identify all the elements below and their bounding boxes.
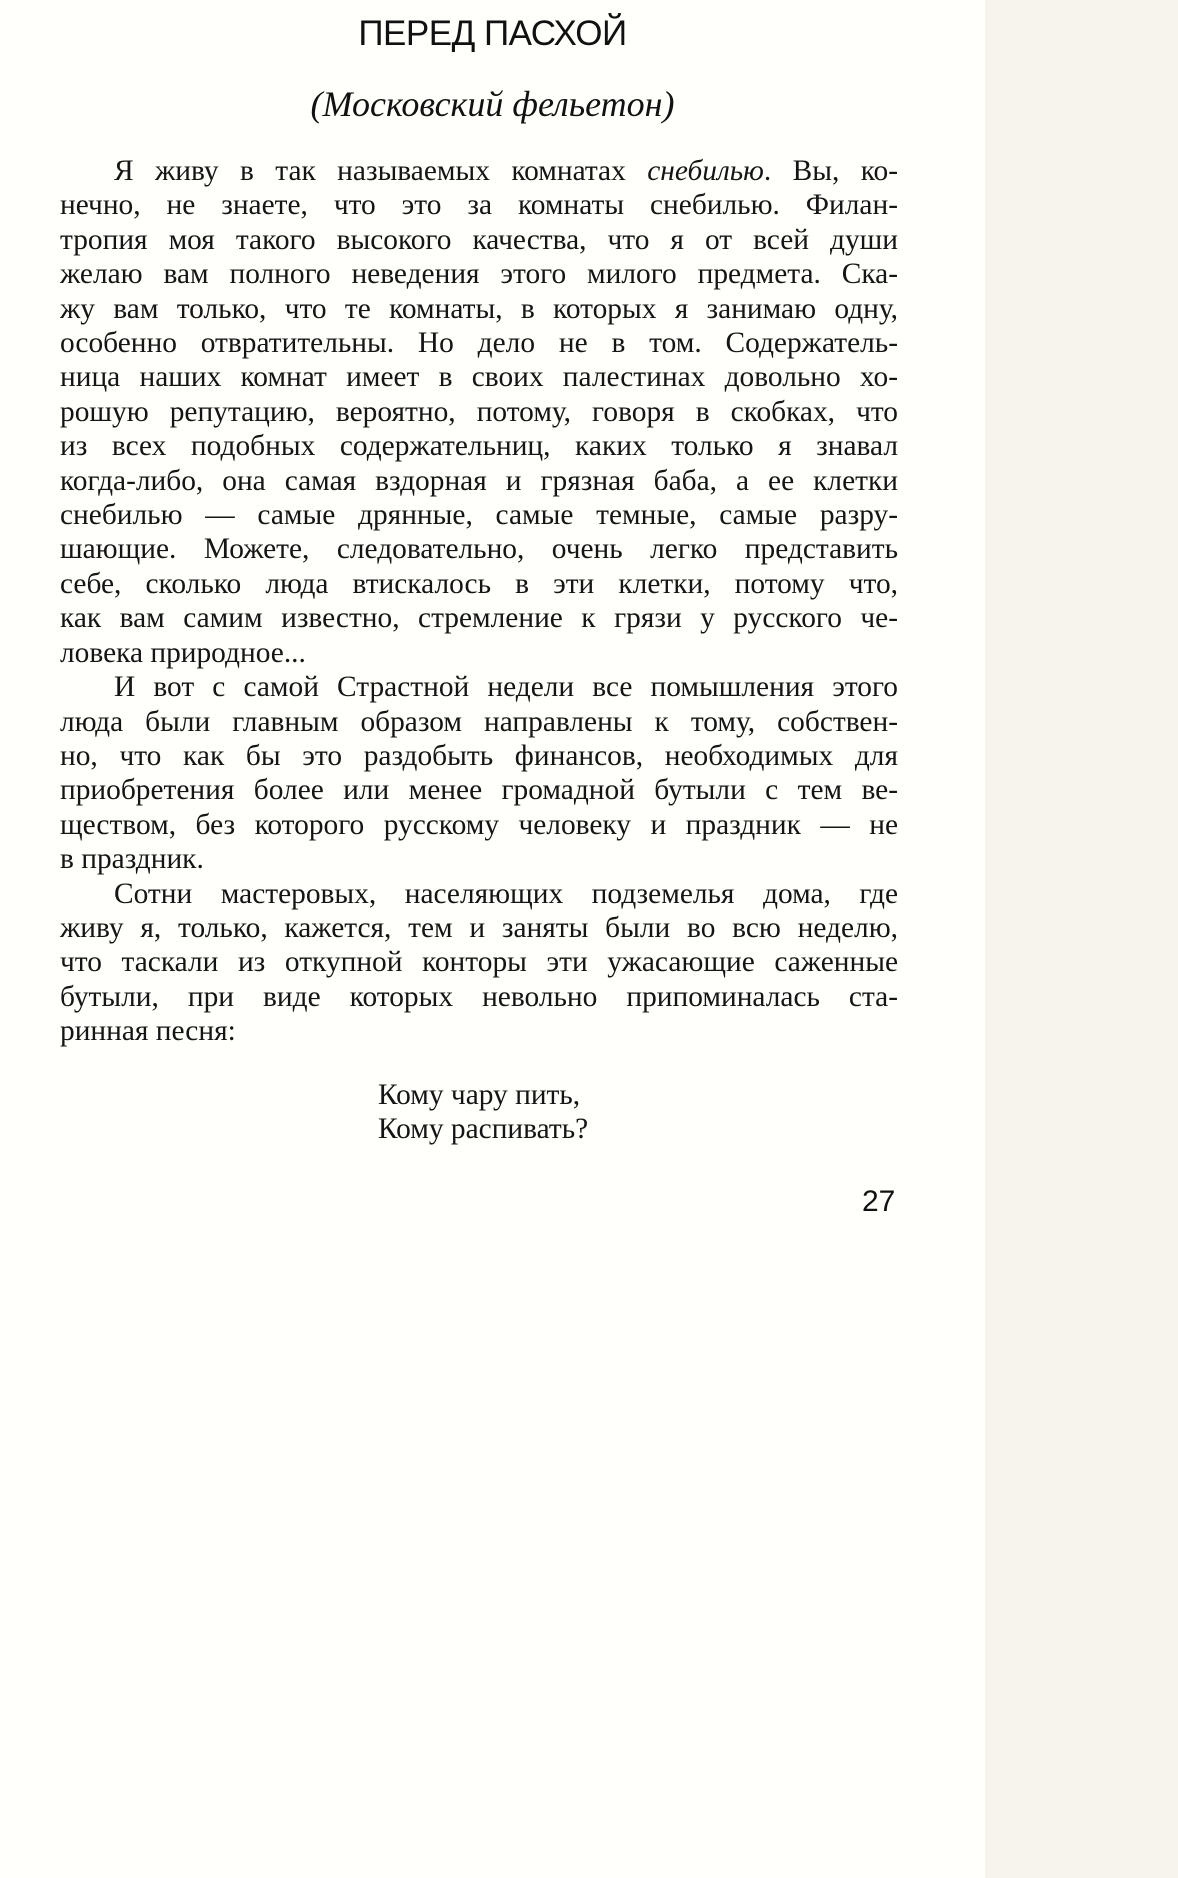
text-line: живу я, только, кажется, тем и заняты были во всю неделю,	[60, 911, 898, 944]
text-line: Я живу в так называемых комнатах снебилью. Вы, ко-	[114, 155, 898, 187]
verse	[378, 1078, 588, 1147]
paragraph	[60, 154, 898, 670]
text-line: желаю вам полного неведения этого милого предмета. Ска-	[60, 258, 898, 291]
text-line: из всех подобных содержательниц, каких только я знавал	[60, 430, 898, 463]
text-line: рошую репутацию, вероятно, потому, говоря в скобках, что	[60, 395, 898, 428]
page-title: ПЕРЕД ПАСХОЙ	[358, 14, 627, 53]
page-subtitle: (Московский фельетон)	[310, 84, 675, 124]
text-line: ринная песня:	[60, 1015, 236, 1048]
text-line: но, что как бы это раздобыть финансов, необходимых для	[60, 739, 898, 772]
italic-term: снебилью	[647, 155, 764, 187]
text-line: что таскали из откупной конторы эти ужасающие саженные	[60, 946, 898, 979]
text-line: жу вам только, что те комнаты, в которых я занимаю одну,	[60, 292, 898, 325]
text-line: Сотни мастеровых, населяющих подземелья дома, где	[114, 877, 898, 910]
text-line: шающие. Можете, следовательно, очень легко представить	[60, 533, 898, 566]
text-line: тропия моя такого высокого качества, что я от всей души	[60, 223, 898, 256]
paragraph	[60, 670, 898, 876]
text-line: в праздник.	[60, 843, 204, 876]
body-text	[60, 154, 898, 1049]
text-line: ница наших комнат имеет в своих палестинах довольно хо-	[60, 361, 898, 394]
verse-line: Кому распивать?	[378, 1113, 589, 1146]
text-line: нечно, не знаете, что это за комнаты снебилью. Филан-	[60, 189, 898, 222]
text-line: ществом, без которого русскому человеку и праздник — не	[60, 808, 898, 841]
text-line: ловека природное...	[60, 636, 306, 669]
text-line: когда-либо, она самая вздорная и грязная баба, а ее клетки	[60, 464, 898, 497]
text-line: как вам самим известно, стремление к грязи у русского че-	[60, 602, 898, 635]
page-number: 27	[862, 1185, 896, 1218]
verse-line: Кому чару пить,	[378, 1079, 581, 1111]
text-line: люда были главным образом направлены к тому, собствен-	[60, 705, 898, 738]
text-line: особенно отвратительны. Но дело не в том. Содержатель-	[60, 327, 898, 360]
paragraph	[60, 877, 898, 1049]
text-line: себе, сколько люда втискалось в эти клетки, потому что,	[60, 567, 898, 600]
text-line: бутыли, при виде которых невольно припоминалась ста-	[60, 980, 898, 1013]
text-line: приобретения более или менее громадной бутыли с тем ве-	[60, 774, 898, 807]
text-line: И вот с самой Страстной недели все помышления этого	[114, 671, 898, 704]
text-line: снебилью — самые дрянные, самые темные, самые разру-	[60, 499, 898, 532]
